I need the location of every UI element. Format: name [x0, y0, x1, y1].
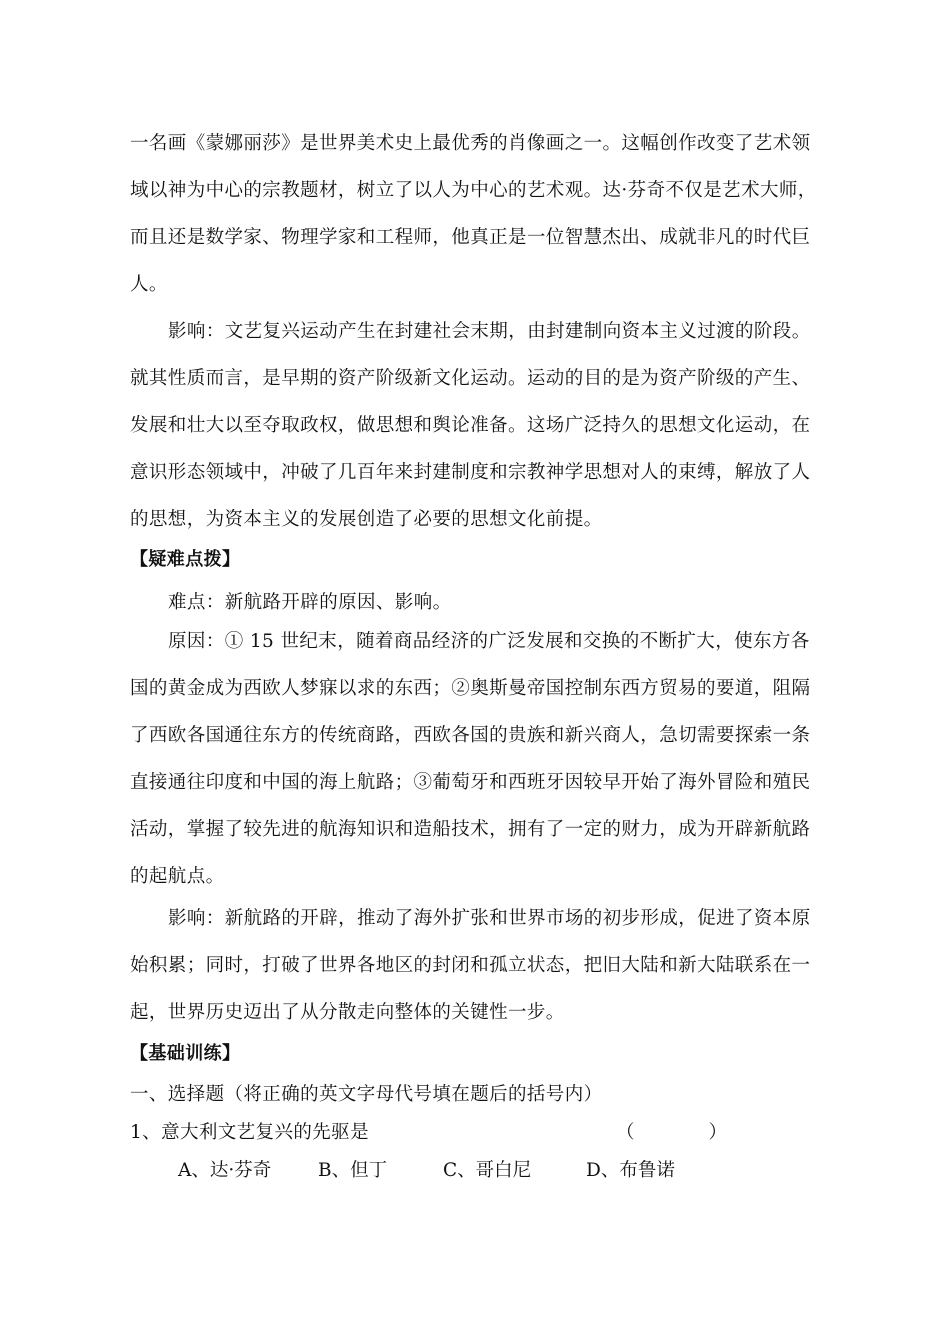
text-line: 发展和壮大以至夺取政权，做思想和舆论准备。这场广泛持久的思想文化运动，在: [130, 415, 811, 436]
option-b: B、但丁: [318, 1160, 388, 1181]
text-line: 起，世界历史迈出了从分散走向整体的关键性一步。: [130, 1002, 565, 1023]
text-line: 国的黄金成为西欧人梦寐以求的东西；②奥斯曼帝国控制东西方贸易的要道，阻隔: [130, 678, 811, 699]
text-line: 难点：新航路开辟的原因、影响。: [168, 592, 452, 613]
text-line: 域以神为中心的宗教题材，树立了以人为中心的艺术观。达·芬奇不仅是艺术大师，: [130, 180, 817, 201]
text-line: 始积累；同时，打破了世界各地区的封闭和孤立状态，把旧大陆和新大陆联系在一: [130, 955, 811, 976]
option-c: C、哥白尼: [443, 1160, 532, 1181]
option-a: A、达·芬奇: [178, 1160, 272, 1181]
text-line: 一名画《蒙娜丽莎》是世界美术史上最优秀的肖像画之一。这幅创作改变了艺术领: [130, 133, 811, 154]
text-line: 影响：新航路的开辟，推动了海外扩张和世界市场的初步形成，促进了资本原: [168, 908, 811, 929]
option-d: D、布鲁诺: [586, 1160, 675, 1181]
text-line: 影响：文艺复兴运动产生在封建社会末期，由封建制向资本主义过渡的阶段。: [168, 321, 811, 342]
text-line: 而且还是数学家、物理学家和工程师，他真正是一位智慧杰出、成就非凡的时代巨: [130, 227, 811, 248]
text-line: 意识形态领域中，冲破了几百年来封建制度和宗教神学思想对人的束缚，解放了人: [130, 462, 811, 483]
text-line: 的思想，为资本主义的发展创造了必要的思想文化前提。: [130, 509, 603, 530]
text-line: 就其性质而言，是早期的资产阶级新文化运动。运动的目的是为资产阶级的产生、: [130, 368, 811, 389]
section-heading: 【基础训练】: [130, 1043, 241, 1064]
question-text: 1、意大利文艺复兴的先驱是: [130, 1122, 369, 1143]
text-line: 直接通往印度和中国的海上航路；③葡萄牙和西班牙因较早开始了海外冒险和殖民: [130, 772, 811, 793]
section-heading: 【疑难点拨】: [130, 549, 241, 570]
text-line: 了西欧各国通往东方的传统商路，西欧各国的贵族和新兴商人，急切需要探索一条: [130, 725, 811, 746]
text-line: 原因：① 15 世纪末，随着商品经济的广泛发展和交换的不断扩大，使东方各: [168, 631, 810, 652]
text-line: 活动，掌握了较先进的航海知识和造船技术，拥有了一定的财力，成为开辟新航路: [130, 819, 811, 840]
answer-blank: （ ）: [616, 1122, 728, 1143]
text-line: 人。: [130, 274, 168, 295]
text-line: 的起航点。: [130, 866, 225, 887]
question-section-title: 一、选择题（将正确的英文字母代号填在题后的括号内）: [130, 1084, 603, 1105]
